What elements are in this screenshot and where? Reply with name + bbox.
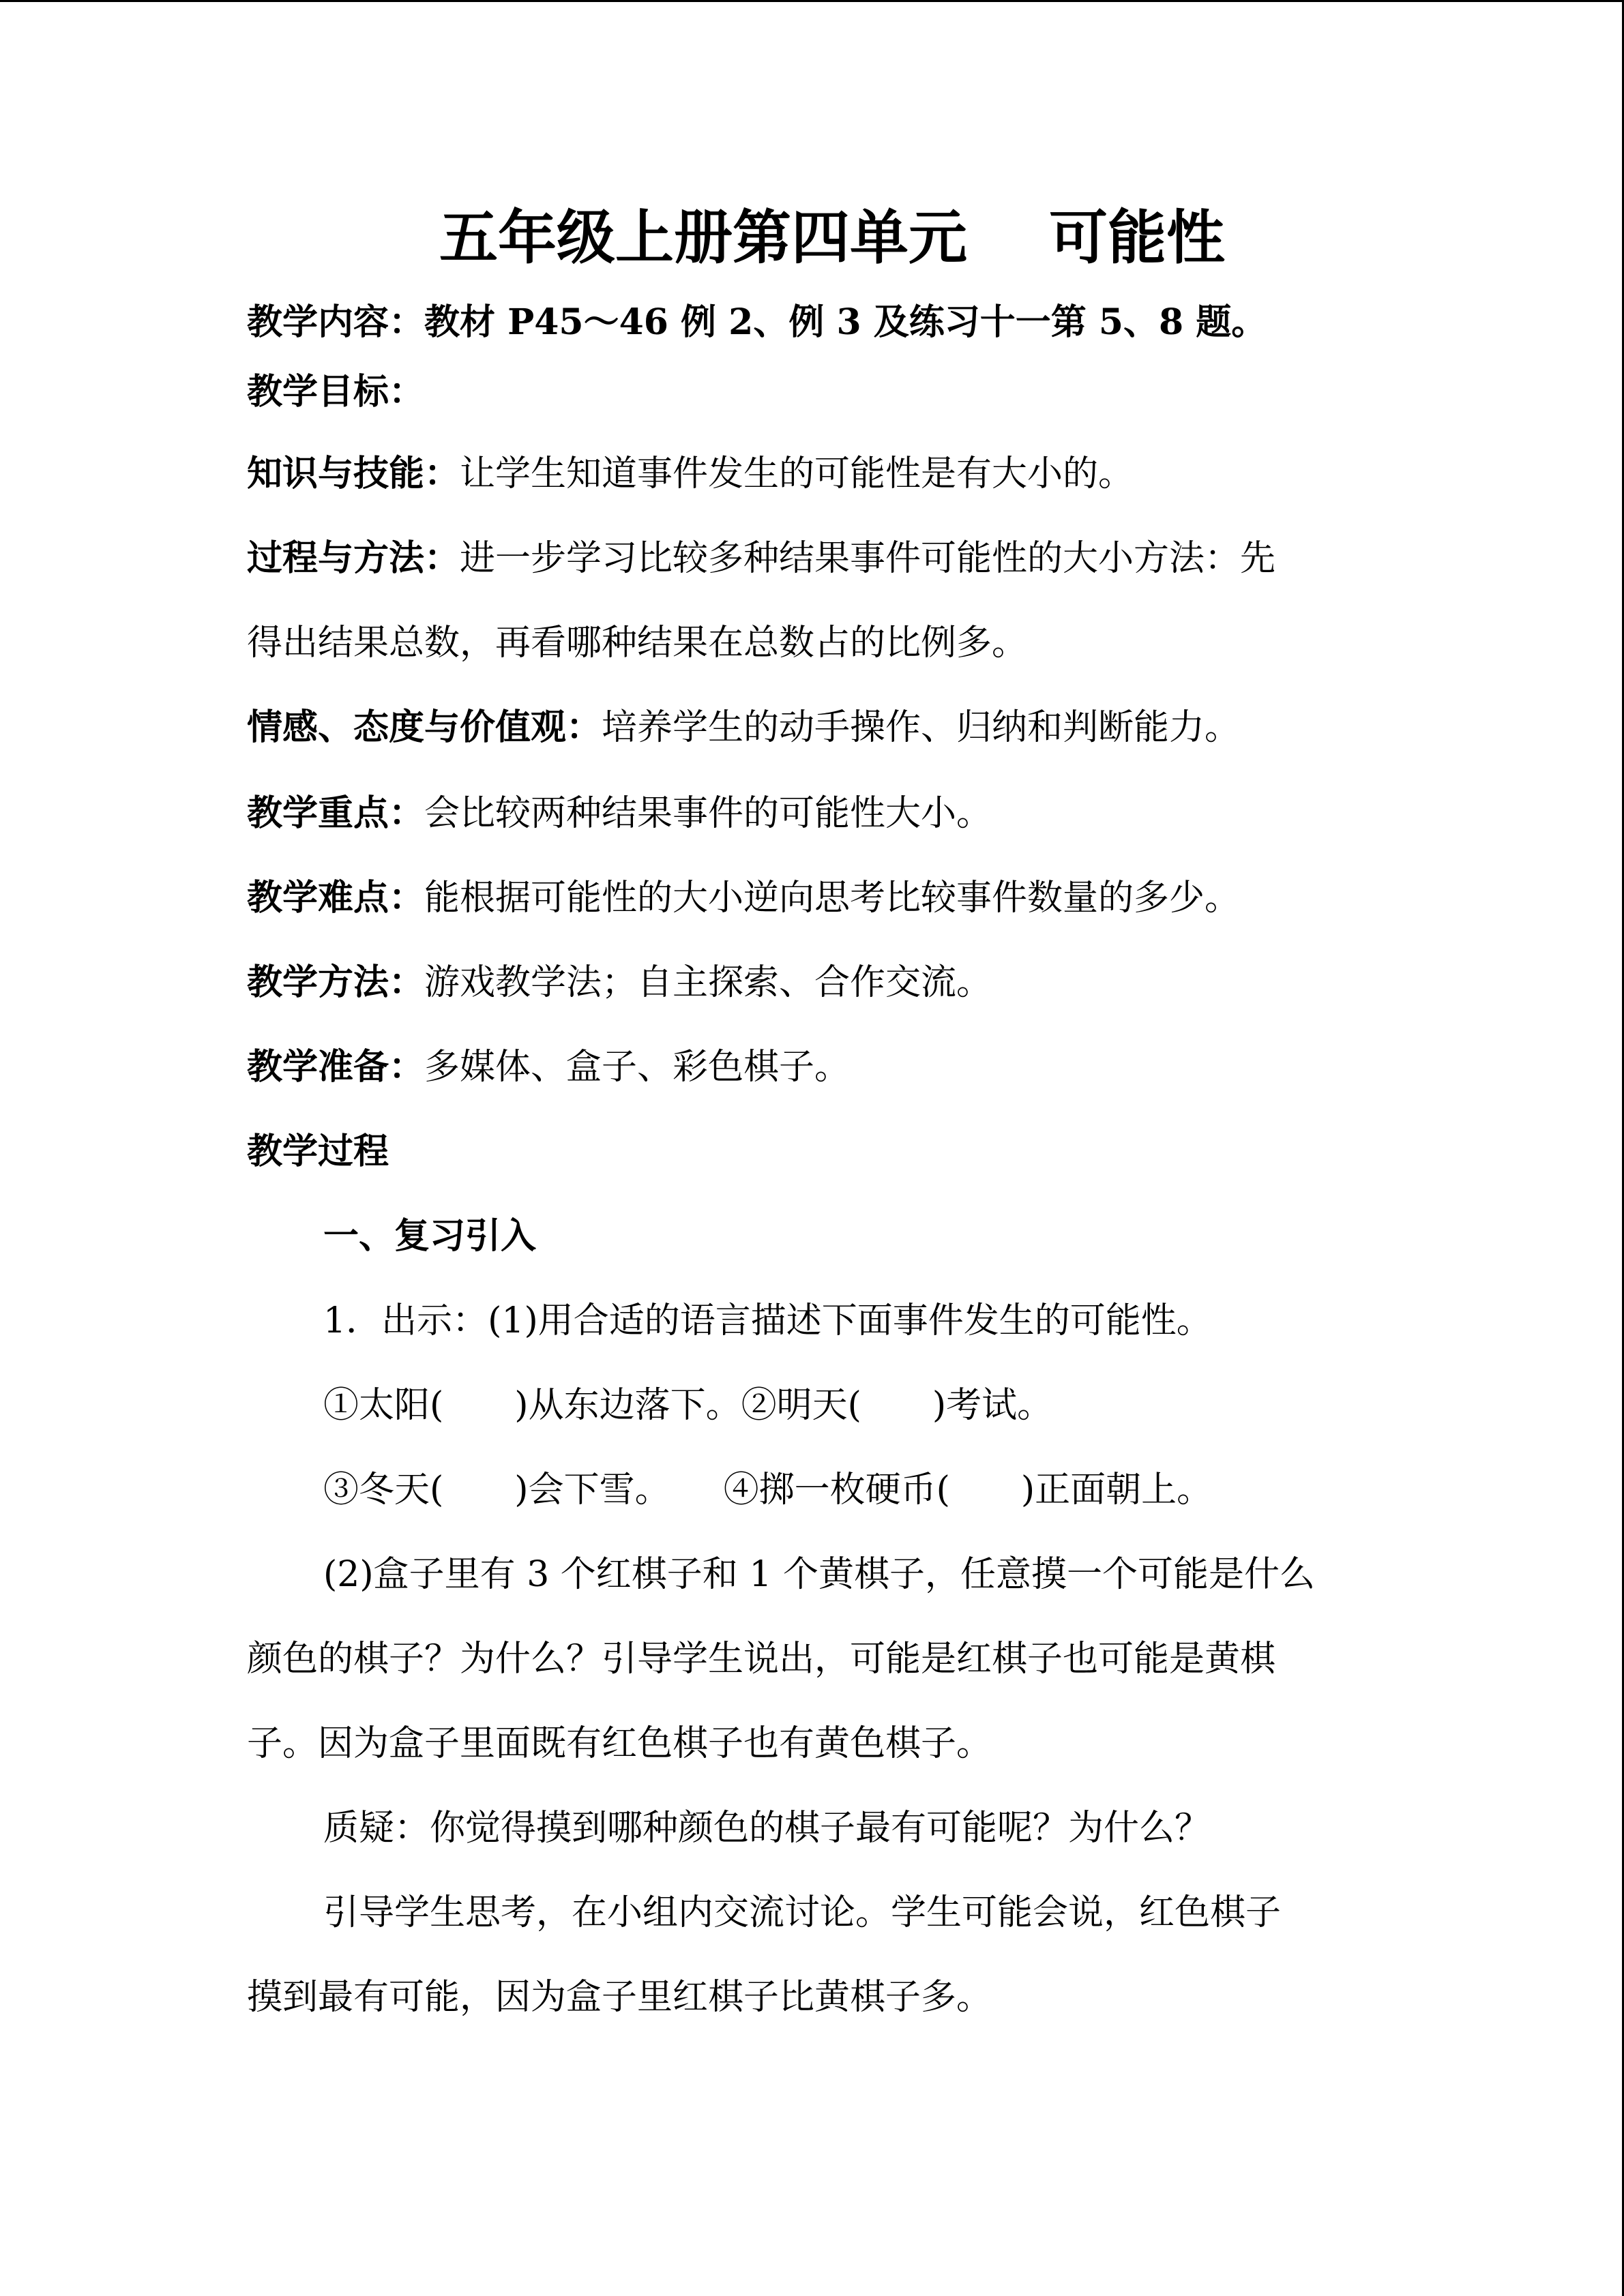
- item-2-line-3: 子。因为盒子里面既有红色棋子也有黄色棋子。: [247, 1723, 992, 1764]
- title-unit: 五年级上册第四单元: [439, 203, 967, 272]
- knowledge-label: 知识与技能：: [247, 453, 460, 494]
- teaching-content-label: 教学内容：: [247, 301, 425, 343]
- item-2-line-2: 颜色的棋子？为什么？引导学生说出，可能是红棋子也可能是黄棋: [247, 1639, 1276, 1680]
- process-method-text-2: 得出结果总数，再看哪种结果在总数占的比例多。: [247, 623, 1028, 664]
- title-topic: 可能性: [1049, 203, 1225, 272]
- teaching-process-heading: 教学过程: [247, 1131, 389, 1172]
- difficulty-text: 能根据可能性的大小逆向思考比较事件数量的多少。: [424, 878, 1241, 919]
- preparation-line: [247, 1046, 851, 1088]
- process-method-label: 过程与方法：: [247, 537, 460, 579]
- knowledge-text: 让学生知道事件发生的可能性是有大小的。: [460, 453, 1134, 494]
- emotion-text: 培养学生的动手操作、归纳和判断能力。: [602, 707, 1241, 748]
- preparation-label: 教学准备：: [247, 1046, 425, 1088]
- objectives-label: 教学目标：: [247, 371, 425, 413]
- guide-line-2: 摸到最有可能，因为盒子里红棋子比黄棋子多。: [247, 1977, 992, 2018]
- section-1-heading: 一、复习引入: [323, 1215, 537, 1257]
- key-point-label: 教学重点：: [247, 792, 425, 834]
- guide-line-1: 引导学生思考，在小组内交流讨论。学生可能会说，红色棋子: [323, 1892, 1282, 1933]
- key-point-line: [247, 792, 992, 834]
- difficulty-label: 教学难点：: [247, 877, 425, 919]
- item-1-events-b: ③冬天( )会下雪。 ④掷一枚硬币( )正面朝上。: [323, 1470, 1213, 1510]
- item-1: 1．出示：(1)用合适的语言描述下面事件发生的可能性。: [323, 1300, 1212, 1341]
- teaching-content-text: 教材 P45～46 例 2、例 3 及练习十一第 5、8 题。: [424, 301, 1267, 343]
- method-line: [247, 961, 992, 1003]
- method-text: 游戏教学法；自主探索、合作交流。: [424, 962, 992, 1003]
- preparation-text: 多媒体、盒子、彩色棋子。: [424, 1047, 851, 1088]
- page-border-top: [0, 0, 1624, 2]
- process-method-text-1: 进一步学习比较多种结果事件可能性的大小方法：先: [460, 538, 1276, 579]
- teaching-content-line: [247, 301, 1267, 343]
- difficulty-line: [247, 877, 1241, 919]
- key-point-text: 会比较两种结果事件的可能性大小。: [424, 793, 992, 834]
- knowledge-line: [247, 453, 1134, 494]
- item-2-line-1: (2)盒子里有 3 个红棋子和 1 个黄棋子，任意摸一个可能是什么: [323, 1554, 1315, 1595]
- method-label: 教学方法：: [247, 961, 425, 1003]
- emotion-label: 情感、态度与价值观：: [247, 706, 602, 748]
- process-method-line: [247, 537, 1276, 579]
- emotion-line: [247, 706, 1241, 748]
- page-title: [439, 203, 1462, 272]
- item-1-events-a: ①太阳( )从东边落下。②明天( )考试。: [323, 1385, 1053, 1426]
- question-line: 质疑：你觉得摸到哪种颜色的棋子最有可能呢？为什么？: [323, 1808, 1211, 1849]
